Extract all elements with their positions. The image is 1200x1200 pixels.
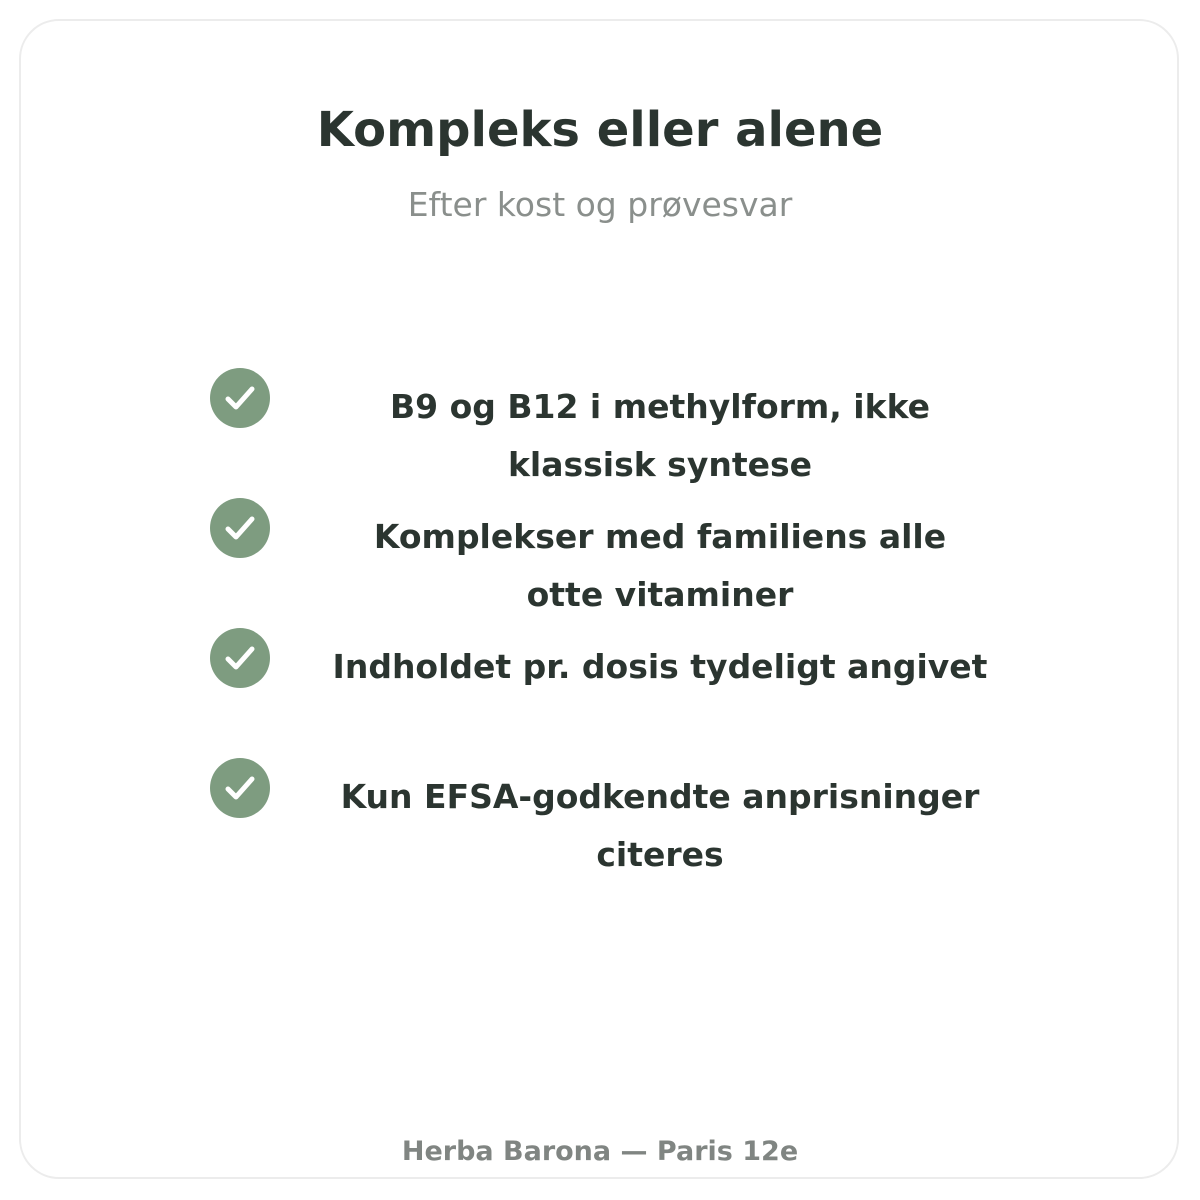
check-icon xyxy=(210,368,270,428)
checklist-item-text: B9 og B12 i methylform, ikke klassisk syntese xyxy=(389,387,931,484)
page-title: Kompleks eller alene xyxy=(316,102,884,158)
check-icon xyxy=(210,498,270,558)
page-subtitle: Efter kost og prøvesvar xyxy=(407,185,793,224)
check-icon xyxy=(210,628,270,688)
checklist-item-text: Indholdet pr. dosis tydeligt angivet xyxy=(332,647,988,686)
footer-text: Herba Barona — Paris 12e xyxy=(401,1136,799,1167)
check-icon xyxy=(210,758,270,818)
checklist-item-text: Kun EFSA-godkendte anprisninger citeres xyxy=(340,777,980,874)
checklist-item-text: Komplekser med familiens alle otte vitaminer xyxy=(373,517,947,614)
